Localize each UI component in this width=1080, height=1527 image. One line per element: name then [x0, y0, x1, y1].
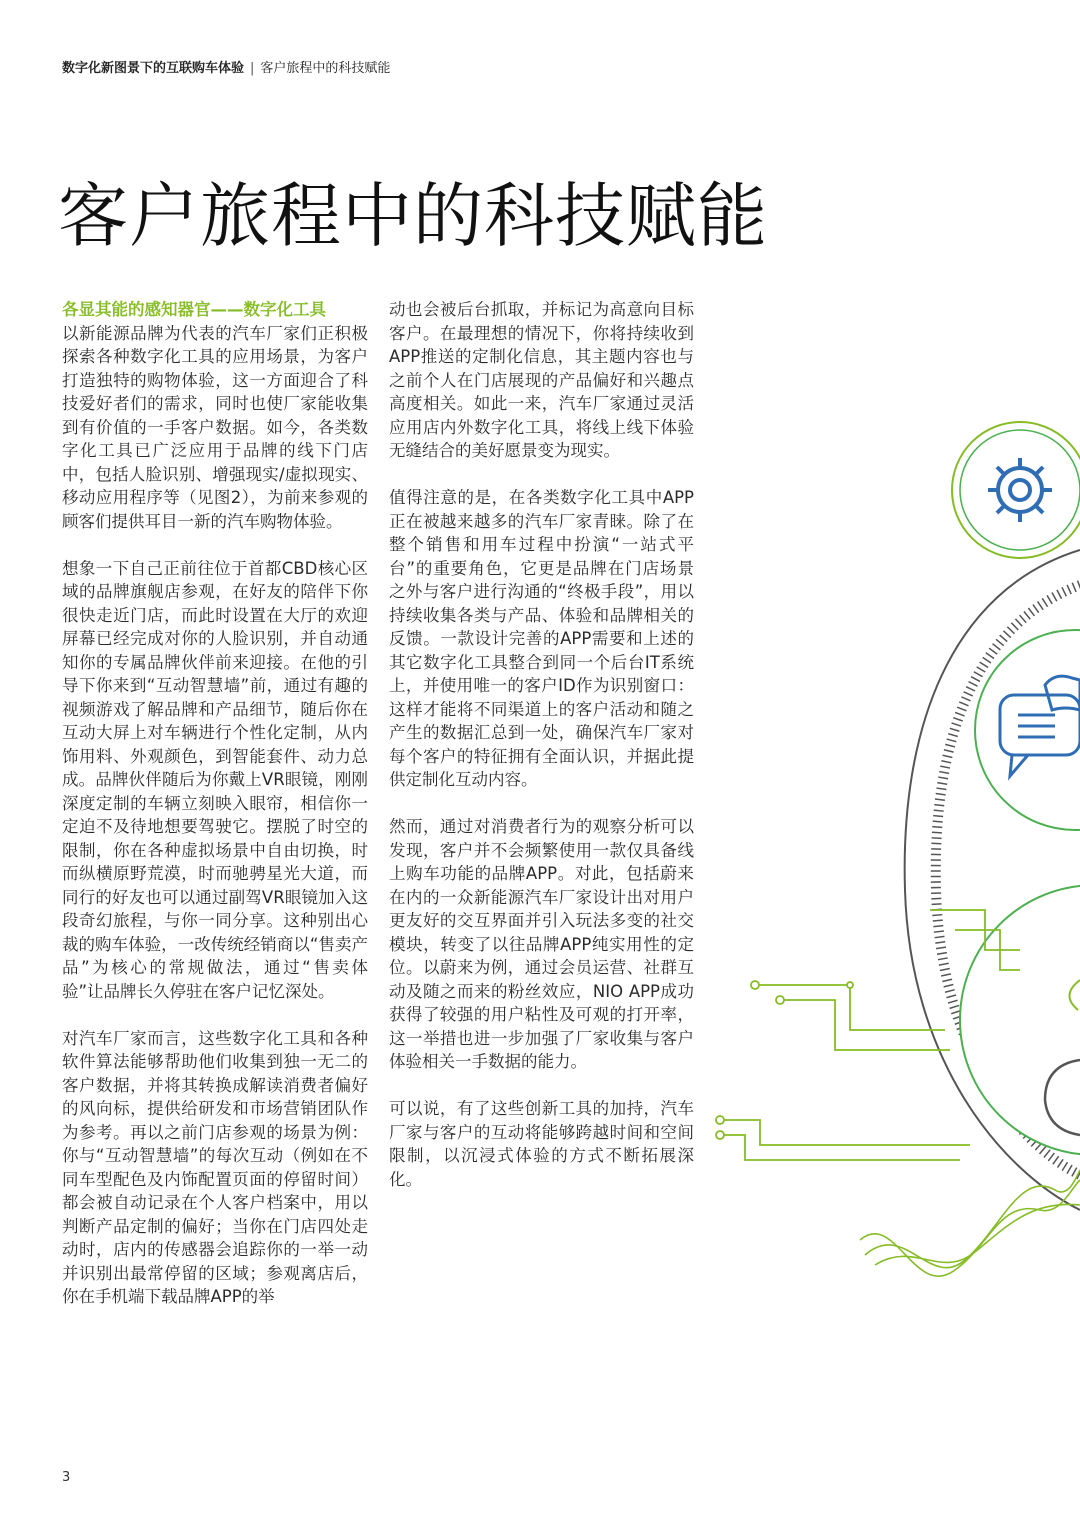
report-title: 数字化新图景下的互联购车体验 — [62, 61, 245, 76]
gear-icon — [952, 422, 1080, 558]
paragraph: 然而，通过对消费者行为的观察分析可以发现，客户并不会频繁使用一款仅具备线上购车功能的品牌APP。对此，包括蔚来在内的一众新能源汽车厂家设计出对用户更友好的交互界面并引入玩法多变的社交模块，转变了以往品牌APP纯实用性的定位。以蔚来为例，通过会员运营、社群互动及随之而来的粉丝效应，NIO APP成功获得了较强的用户粘性及可观的打开率，这一举措也进一步加强了厂家收集与客户体验相关一手数据的能力。 — [389, 817, 694, 1071]
paragraph: 对汽车厂家而言，这些数字化工具和各种软件算法能够帮助他们收集到独一无二的客户数据，并将其转换成解读消费者偏好的风向标，提供给研发和市场营销团队作为参考。再以之前门店参观的场景为例：你与“互动智慧墙”的每次互动（例如在不同车型配色及内饰配置页面的停留时间）都会被自动记录在个人客户档案中，用以判断产品定制的偏好；当你在门店四处走动时，店内的传感器会追踪你的一举一动并识别出最常停留的区域；参观离店后，你在手机端下载品牌APP的举 — [62, 1028, 368, 1306]
tech-illustration — [700, 410, 1080, 1310]
lower-circle — [960, 885, 1080, 1155]
chat-bubble-icon — [975, 630, 1080, 830]
section-heading: 各显其能的感知器官——数字化工具 — [62, 300, 326, 319]
paragraph: 可以说，有了这些创新工具的加持，汽车厂家与客户的互动将能够跨越时间和空间限制，以沉浸式体验的方式不断拓展深化。 — [389, 1099, 694, 1189]
header-separator: | — [250, 61, 255, 76]
paragraph: 以新能源品牌为代表的汽车厂家们正积极探索各种数字化工具的应用场景，为客户打造独特的购物体验，这一方面迎合了科技爱好者们的需求，同时也使厂家能收集到有价值的一手客户数据。如今，各类数字化工具已广泛应用于品牌的线下门店中，包括人脸识别、增强现实/虚拟现实、移动应用程序等（见图2），为前来参观的顾客们提供耳目一新的汽车购物体验。 — [62, 323, 368, 531]
page-title: 客户旅程中的科技赋能 — [58, 175, 768, 257]
section-title: 客户旅程中的科技赋能 — [260, 61, 391, 76]
wave-lines-icon — [860, 1170, 1080, 1276]
right-column — [389, 298, 694, 1215]
paragraph: 值得注意的是，在各类数字化工具中APP正在被越来越多的汽车厂家青睐。除了在整个销售和用车过程中扮演“一站式平台”的重要角色，它更是品牌在门店场景之外与客户进行沟通的“终极手段”，用以持续收集各类与产品、体验和品牌相关的反馈。一款设计完善的APP需要和上述的其它数字化工具整合到同一个后台IT系统上，并使用唯一的客户ID作为识别窗口：这样才能将不同渠道上的客户活动和随之产生的数据汇总到一处，确保汽车厂家对每个客户的特征拥有全面认识，并据此提供定制化互动内容。 — [389, 488, 694, 789]
running-header — [62, 60, 390, 78]
paragraph: 动也会被后台抓取，并标记为高意向目标客户。在最理想的情况下，你将持续收到APP推送的定制化信息，其主题内容也与之前个人在门店展现的产品偏好和兴趣点高度相关。如此一来，汽车厂家通过灵活应用店内外数字化工具，将线上线下体验无缝结合的美好愿景变为现实。 — [389, 300, 694, 460]
paragraph: 想象一下自己正前往位于首都CBD核心区域的品牌旗舰店参观，在好友的陪伴下你很快走近门店，而此时设置在大厅的欢迎屏幕已经完成对你的人脸识别，并自动通知你的专属品牌伙伴前来迎接。在他的引导下你来到“互动智慧墙”前，通过有趣的视频游戏了解品牌和产品细节，随后你在互动大屏上对车辆进行个性化定制，从内饰用料、外观颜色，到智能套件、动力总成。品牌伙伴随后为你戴上VR眼镜，刚刚深度定制的车辆立刻映入眼帘，相信你一定迫不及待地想要驾驶它。摆脱了时空的限制，你在各种虚拟场景中自由切换，时而纵横原野荒漠，时而驰骋星光大道，而同行的好友也可以通过副驾VR眼镜加入这段奇幻旅程，与你一同分享。这种别出心裁的购车体验，一改传统经销商以“售卖产品”为核心的常规做法，通过“售卖体验”让品牌长久停驻在客户记忆深处。 — [62, 558, 368, 1001]
page-number: 3 — [62, 1470, 71, 1485]
left-column — [62, 298, 368, 1332]
